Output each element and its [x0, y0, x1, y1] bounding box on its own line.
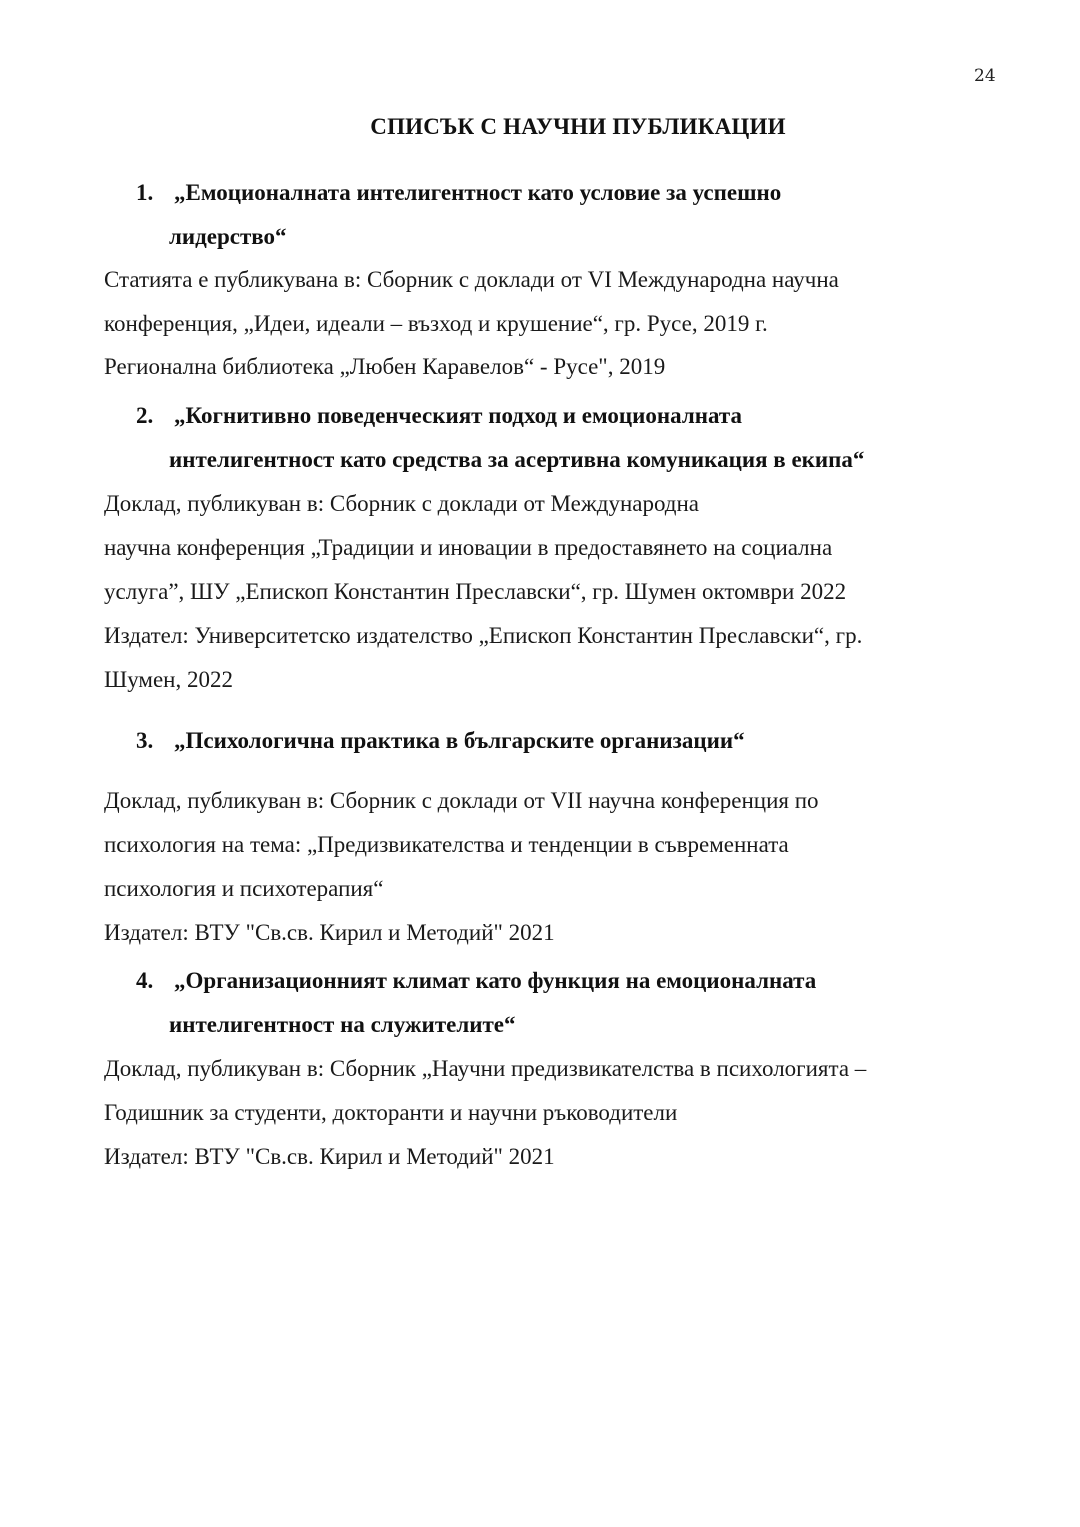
publication-number: 3.: [136, 728, 154, 753]
publication-detail-line: Издател: Университетско издателство „Епископ Константин Преславски“, гр.: [104, 623, 863, 648]
publication-number: 2.: [136, 403, 154, 428]
publication-number: 4.: [136, 968, 154, 993]
publication-detail-line: конференция, „Идеи, идеали – възход и крушение“, гр. Русе, 2019 г.: [104, 311, 768, 336]
page-title: СПИСЪК С НАУЧНИ ПУБЛИКАЦИИ: [370, 114, 786, 139]
publication-detail-line: услуга”, ШУ „Епископ Константин Преславски“, гр. Шумен октомври 2022: [104, 579, 847, 604]
publication-title-line: „Когнитивно поведенческият подход и емоционалната: [174, 403, 742, 428]
publication-detail-line: психология на тема: „Предизвикателства и тенденции в съвременната: [104, 832, 789, 857]
publication-detail-line: Издател: ВТУ "Св.св. Кирил и Методий" 2021: [104, 1144, 555, 1169]
publication-detail-line: Доклад, публикуван в: Сборник „Научни предизвикателства в психологията –: [104, 1056, 867, 1081]
publication-detail-line: научна конференция „Традиции и иновации в предоставянето на социална: [104, 535, 833, 560]
publication-detail-line: Регионална библиотека „Любен Каравелов“ - Русе", 2019: [104, 354, 666, 379]
publication-detail-line: Шумен, 2022: [104, 667, 233, 692]
publication-number: 1.: [136, 180, 154, 205]
publication-detail-line: психология и психотерапия“: [104, 876, 384, 901]
publication-title-line: „Психологична практика в българските организации“: [174, 728, 745, 753]
publication-title-line: „Емоционалната интелигентност като условие за успешно: [174, 180, 782, 205]
publication-title-line: лидерство“: [169, 224, 287, 249]
publication-detail-line: Доклад, публикуван в: Сборник с доклади от Международна: [104, 491, 700, 516]
page-number: 24: [974, 66, 996, 86]
publication-title-line: интелигентност на служителите“: [169, 1012, 516, 1037]
publication-detail-line: Статията е публикувана в: Сборник с доклади от VI Международна научна: [104, 267, 839, 292]
publication-detail-line: Доклад, публикуван в: Сборник с доклади от VII научна конференция по: [104, 788, 819, 813]
publication-title-line: интелигентност като средства за асертивна комуникация в екипа“: [169, 447, 865, 472]
publication-detail-line: Годишник за студенти, докторанти и научни ръководители: [104, 1100, 678, 1125]
publication-title-line: „Организационният климат като функция на емоционалната: [174, 968, 817, 993]
publication-detail-line: Издател: ВТУ "Св.св. Кирил и Методий" 2021: [104, 920, 555, 945]
